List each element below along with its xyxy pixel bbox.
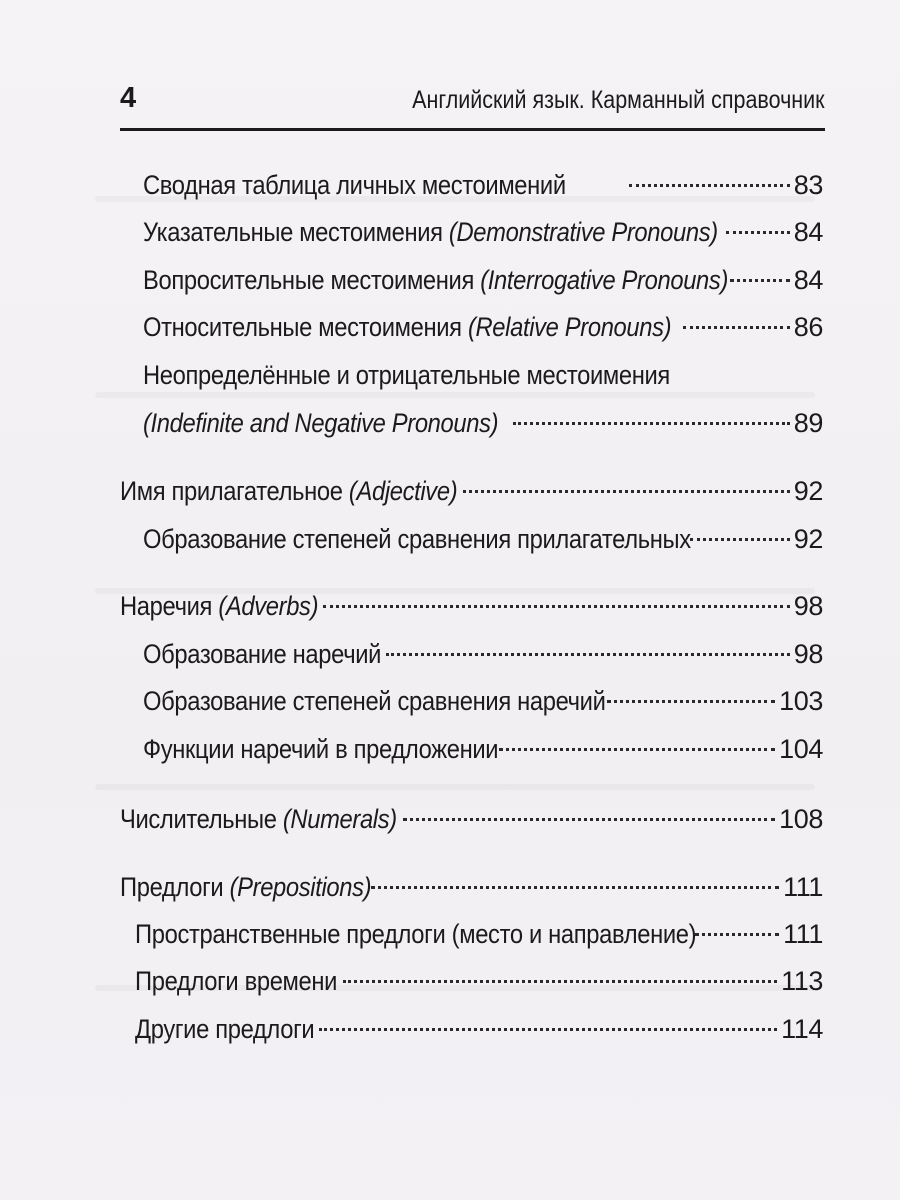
toc-entry-title [143,406,547,440]
toc-entry[interactable] [143,637,823,671]
toc-entry[interactable] [143,406,823,440]
toc-page-number: 89 [793,408,823,438]
toc-page-number: 114 [781,1014,823,1044]
toc-entry-title: Вопросительные местоимения (Interrogative Pronouns) [143,265,729,295]
toc-page-number: 108 [779,804,823,834]
toc-entry[interactable] [143,522,823,556]
toc-leader-dots [499,748,775,751]
toc-entry[interactable] [120,474,823,508]
toc-page-number: 84 [793,217,823,247]
toc-page-number: 104 [779,734,823,764]
toc-entry-title: Пространственные предлоги (место и направление) [135,919,697,949]
toc-entry-title: Числительные (Numerals) [120,804,397,834]
toc-entry-english: (Indefinite and Negative Pronouns) [143,408,499,438]
toc-entry[interactable] [135,1012,823,1046]
toc-entry[interactable] [143,168,823,202]
toc-entry-title: Относительные местоимения (Relative Pronouns) [143,312,672,342]
toc-entry-title: Предлоги времени [135,966,338,996]
toc-entry-title: Наречия (Adverbs) [120,591,319,621]
toc-entry-english: (Interrogative Pronouns) [480,265,729,295]
toc-entry[interactable] [135,964,823,998]
toc-leader-dots [323,605,790,608]
toc-leader-dots [463,490,790,493]
toc-leader-dots [386,653,790,656]
toc-page-number: 92 [793,524,823,554]
toc-entry[interactable] [143,310,823,344]
toc-entry[interactable] [135,917,823,951]
toc-leader-dots [513,422,790,425]
toc-entry-title: Сводная таблица личных местоимений [143,170,566,200]
toc-leader-dots [607,700,776,703]
toc-page-number: 103 [779,686,823,716]
running-title: Английский язык. Карманный справочник [412,86,825,114]
toc-entry-title: Образование наречий [143,639,382,669]
toc-page-number: 83 [793,170,823,200]
toc-page-number: 113 [781,966,823,996]
toc-entry-title: Имя прилагательное (Adjective) [120,476,458,506]
toc-entry[interactable] [143,732,823,766]
toc-leader-dots [371,886,779,889]
toc-entry-english: (Adverbs) [218,591,319,621]
toc-entry-english: (Demonstrative Pronouns) [448,217,718,247]
toc-leader-dots [683,326,790,329]
toc-leader-dots [730,279,790,282]
toc-entry-english: (Numerals) [282,804,397,834]
toc-entry[interactable] [143,263,823,297]
toc-entry-title-line1[interactable]: Неопределённые и отрицательные местоимения [143,360,670,390]
toc-leader-dots [726,231,790,234]
toc-leader-dots [690,538,790,541]
toc-entry[interactable] [143,215,823,249]
toc-page-number: 98 [793,639,823,669]
page-number: 4 [120,82,137,114]
toc-leader-dots [343,980,777,983]
toc-page-number: 92 [793,476,823,506]
toc-leader-dots [695,933,779,936]
toc-page-number: 111 [783,872,823,902]
toc-page-number: 84 [793,265,823,295]
toc-entry-title: Функции наречий в предложении [143,734,499,764]
toc-entry-english: (Adjective) [348,476,458,506]
toc-entry[interactable] [143,684,823,718]
toc-entry[interactable] [120,589,823,623]
toc-entry-title: Предлоги (Prepositions) [120,872,372,902]
toc-leader-dots [403,818,776,821]
toc-page-number: 111 [783,919,823,949]
toc-entry-title: Образование степеней сравнения прилагательных [143,524,691,554]
toc-leader-dots [319,1028,777,1031]
toc-page-number: 98 [793,591,823,621]
toc-entry[interactable] [120,802,823,836]
toc-entry-english: (Prepositions) [229,872,372,902]
toc-entry-title: Указательные местоимения (Demonstrative Pronouns) [143,217,718,247]
toc-entry[interactable] [120,870,823,904]
toc-page-number: 86 [793,312,823,342]
toc-entry-english: (Relative Pronouns) [467,312,672,342]
toc-entry-title: Другие предлоги [135,1014,315,1044]
toc-entry-title: Образование степеней сравнения наречий [143,686,606,716]
toc-leader-dots [629,184,789,187]
